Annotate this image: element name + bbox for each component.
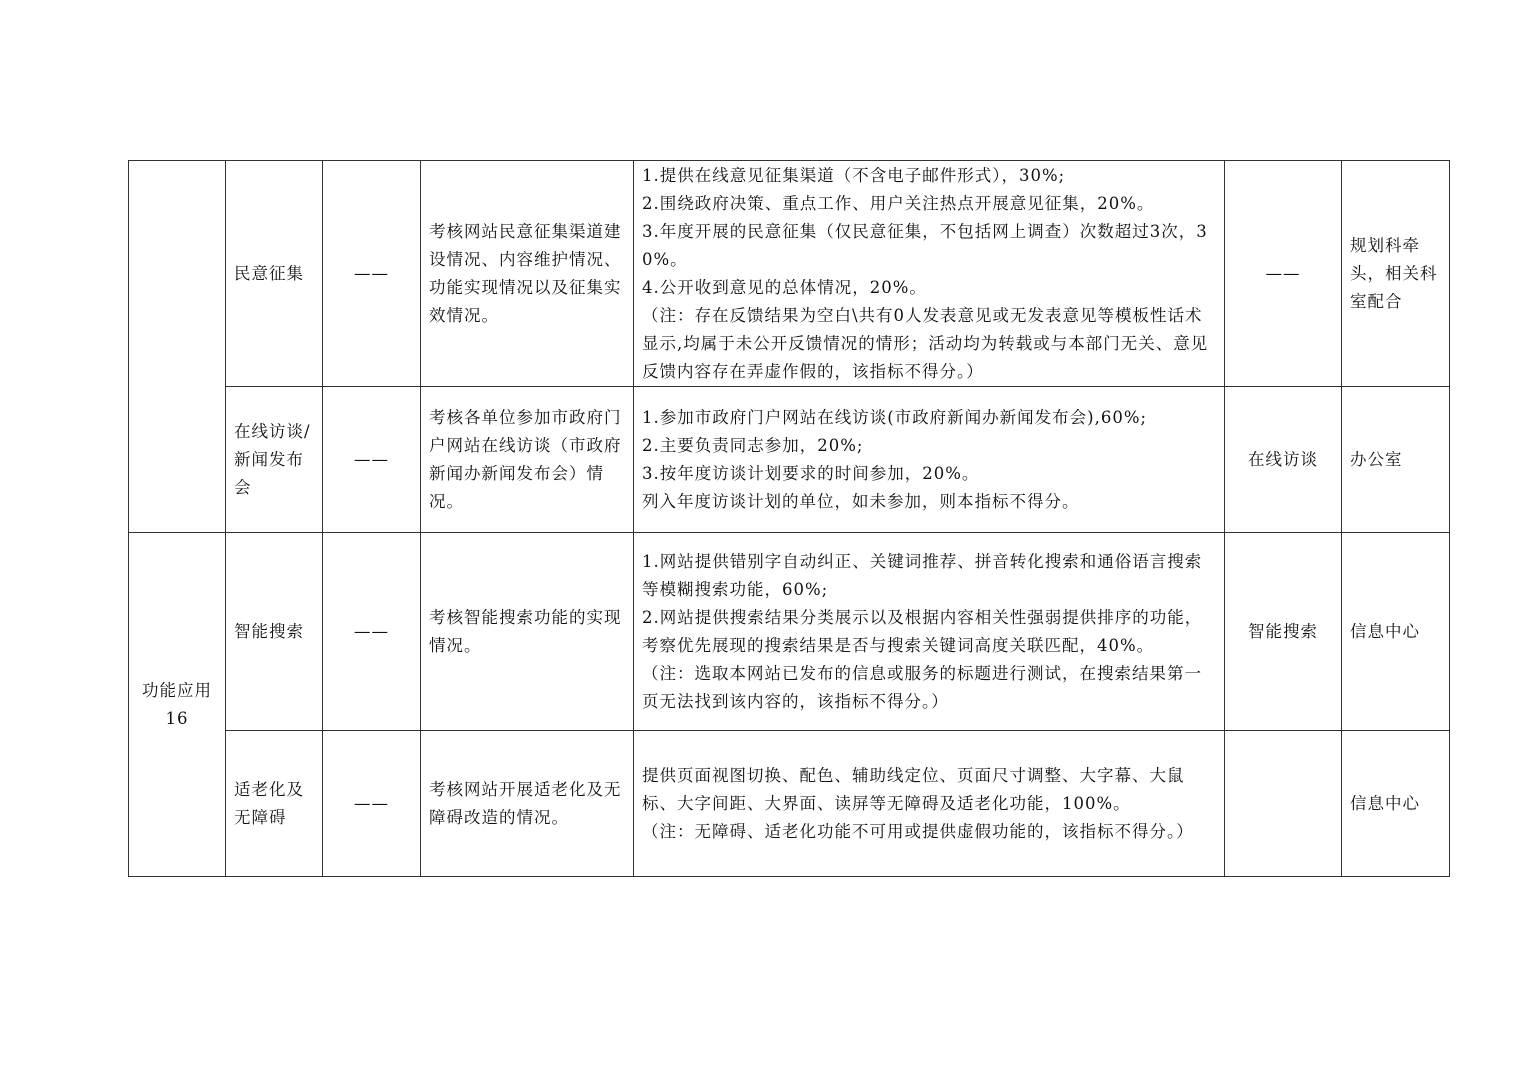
criteria-line: 4.公开收到意见的总体情况，20%。 <box>642 277 927 297</box>
criteria-line: 1.网站提供错别字自动纠正、关键词推荐、拼音转化搜索和通俗语言搜索等模糊搜索功能，60%; <box>642 551 1203 599</box>
criteria-line: 3.按年度访谈计划要求的时间参加，20%。 <box>642 463 980 483</box>
table-row <box>129 161 1450 387</box>
criteria-note: 列入年度访谈计划的单位，如未参加，则本指标不得分。 <box>642 491 1080 511</box>
indicator-name-cell: 在线访谈/新闻发布会 <box>226 387 323 533</box>
criteria-line: 2.主要负责同志参加，20%; <box>642 435 864 455</box>
description-cell: 考核各单位参加市政府门户网站在线访谈（市政府新闻办新闻发布会）情况。 <box>421 387 634 533</box>
criteria-cell <box>634 533 1225 731</box>
criteria-line: 1.提供在线意见征集渠道（不含电子邮件形式），30%; <box>642 165 1066 185</box>
criteria-note: （注：选取本网站已发布的信息或服务的标题进行测试，在搜索结果第一页无法找到该内容的，该指标不得分。） <box>642 663 1202 711</box>
department-cell: 规划科牵头，相关科室配合 <box>1342 161 1450 387</box>
criteria-cell <box>634 161 1225 387</box>
sub-indicator-cell: —— <box>323 731 421 877</box>
indicator-table <box>128 160 1450 877</box>
sub-indicator-cell: —— <box>323 161 421 387</box>
description-cell: 考核网站民意征集渠道建设情况、内容维护情况、功能实现情况以及征集实效情况。 <box>421 161 634 387</box>
sub-indicator-cell: —— <box>323 533 421 731</box>
column-cell <box>1225 731 1342 877</box>
criteria-note: （注：无障碍、适老化功能不可用或提供虚假功能的，该指标不得分。） <box>642 821 1194 841</box>
column-cell: —— <box>1225 161 1342 387</box>
table-row <box>129 731 1450 877</box>
table-row <box>129 533 1450 731</box>
criteria-line: 1.参加市政府门户网站在线访谈(市政府新闻办新闻发布会),60%; <box>642 407 1148 427</box>
table-row <box>129 387 1450 533</box>
department-cell: 办公室 <box>1342 387 1450 533</box>
description-cell: 考核网站开展适老化及无障碍改造的情况。 <box>421 731 634 877</box>
criteria-line: 2.网站提供搜索结果分类展示以及根据内容相关性强弱提供排序的功能，考察优先展现的搜索结果是否与搜索关键词高度关联匹配，40%。 <box>642 607 1203 655</box>
indicator-name-cell: 适老化及无障碍 <box>226 731 323 877</box>
criteria-note: （注：存在反馈结果为空白\共有0人发表意见或无发表意见等模板性话术显示,均属于未公开反馈情况的情形；活动均为转载或与本部门无关、意见反馈内容存在弄虚作假的，该指标不得分。） <box>642 305 1209 381</box>
department-cell: 信息中心 <box>1342 533 1450 731</box>
department-cell: 信息中心 <box>1342 731 1450 877</box>
sub-indicator-cell: —— <box>323 387 421 533</box>
criteria-line: 提供页面视图切换、配色、辅助线定位、页面尺寸调整、大字幕、大鼠标、大字间距、大界面、读屏等无障碍及适老化功能，100%。 <box>642 765 1185 813</box>
criteria-cell <box>634 387 1225 533</box>
column-cell: 智能搜索 <box>1225 533 1342 731</box>
column-cell: 在线访谈 <box>1225 387 1342 533</box>
category-cell <box>129 161 226 533</box>
criteria-line: 2.围绕政府决策、重点工作、用户关注热点开展意见征集，20%。 <box>642 193 1155 213</box>
criteria-line: 3.年度开展的民意征集（仅民意征集，不包括网上调查）次数超过3次，30%。 <box>642 221 1208 269</box>
category-cell: 功能应用16 <box>129 533 226 877</box>
indicator-name-cell: 智能搜索 <box>226 533 323 731</box>
description-cell: 考核智能搜索功能的实现情况。 <box>421 533 634 731</box>
criteria-cell <box>634 731 1225 877</box>
indicator-name-cell: 民意征集 <box>226 161 323 387</box>
